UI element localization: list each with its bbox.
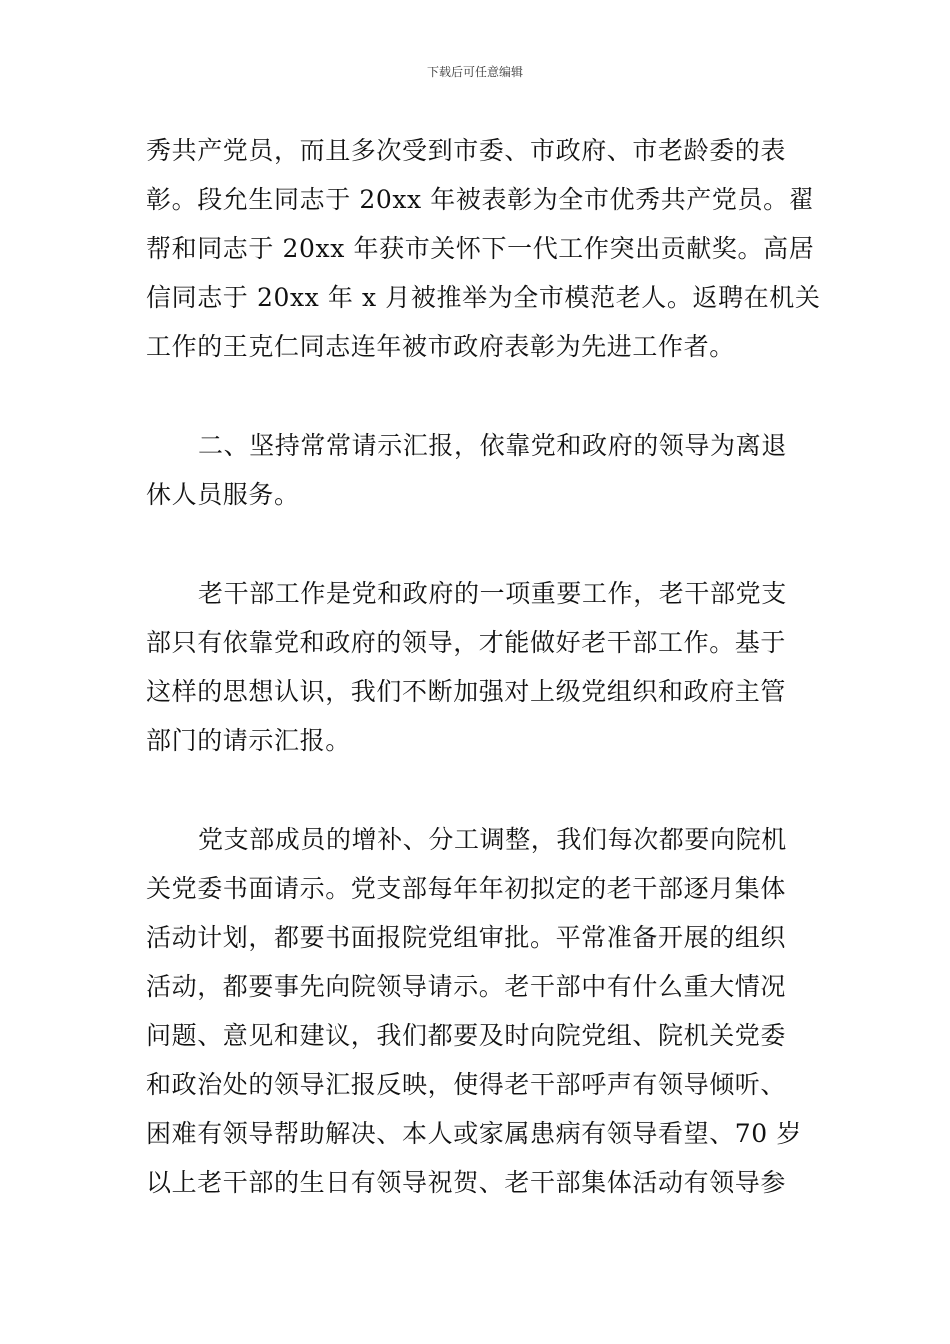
text-line: 彰。段允生同志于 20xx 年被表彰为全市优秀共产党员。翟 (146, 185, 815, 214)
paragraph-gap (146, 371, 808, 421)
paragraph (146, 126, 821, 371)
text-line: 休人员服务。 (146, 480, 300, 509)
paragraph (146, 569, 808, 765)
text-line: 这样的思想认识，我们不断加强对上级党组织和政府主管 (146, 677, 787, 706)
text-line: 以上老干部的生日有领导祝贺、老干部集体活动有领导参 (146, 1168, 787, 1197)
document-body (146, 126, 821, 1207)
text-line: 困难有领导帮助解决、本人或家属患病有领导看望、70 岁 (146, 1119, 802, 1148)
text-line: 部只有依靠党和政府的领导，才能做好老干部工作。基于 (146, 628, 787, 657)
text-line: 部门的请示汇报。 (146, 726, 351, 755)
text-line: 老干部工作是党和政府的一项重要工作，老干部党支 (198, 579, 787, 608)
paragraph (146, 815, 808, 1207)
text-line: 和政治处的领导汇报反映，使得老干部呼声有领导倾听、 (146, 1070, 787, 1099)
paragraph-gap (146, 765, 808, 815)
text-line: 帮和同志于 20xx 年获市关怀下一代工作突出贡献奖。高居 (146, 234, 815, 263)
text-line: 活动，都要事先向院领导请示。老干部中有什么重大情况 (146, 972, 787, 1001)
text-line: 二、坚持常常请示汇报，依靠党和政府的领导为离退 (198, 431, 787, 460)
text-line: 党支部成员的增补、分工调整，我们每次都要向院机 (198, 825, 787, 854)
text-line: 问题、意见和建议，我们都要及时向院党组、院机关党委 (146, 1021, 787, 1050)
text-line: 关党委书面请示。党支部每年年初拟定的老干部逐月集体 (146, 874, 787, 903)
text-line: 秀共产党员，而且多次受到市委、市政府、市老龄委的表 (146, 136, 787, 165)
text-line: 工作的王克仁同志连年被市政府表彰为先进工作者。 (146, 332, 735, 361)
section-heading (146, 421, 808, 519)
text-line: 活动计划，都要书面报院党组审批。平常准备开展的组织 (146, 923, 787, 952)
page-header: 下载后可任意编辑 (426, 65, 523, 79)
paragraph-gap (146, 519, 808, 569)
text-line: 信同志于 20xx 年 x 月被推举为全市模范老人。返聘在机关 (146, 283, 821, 312)
